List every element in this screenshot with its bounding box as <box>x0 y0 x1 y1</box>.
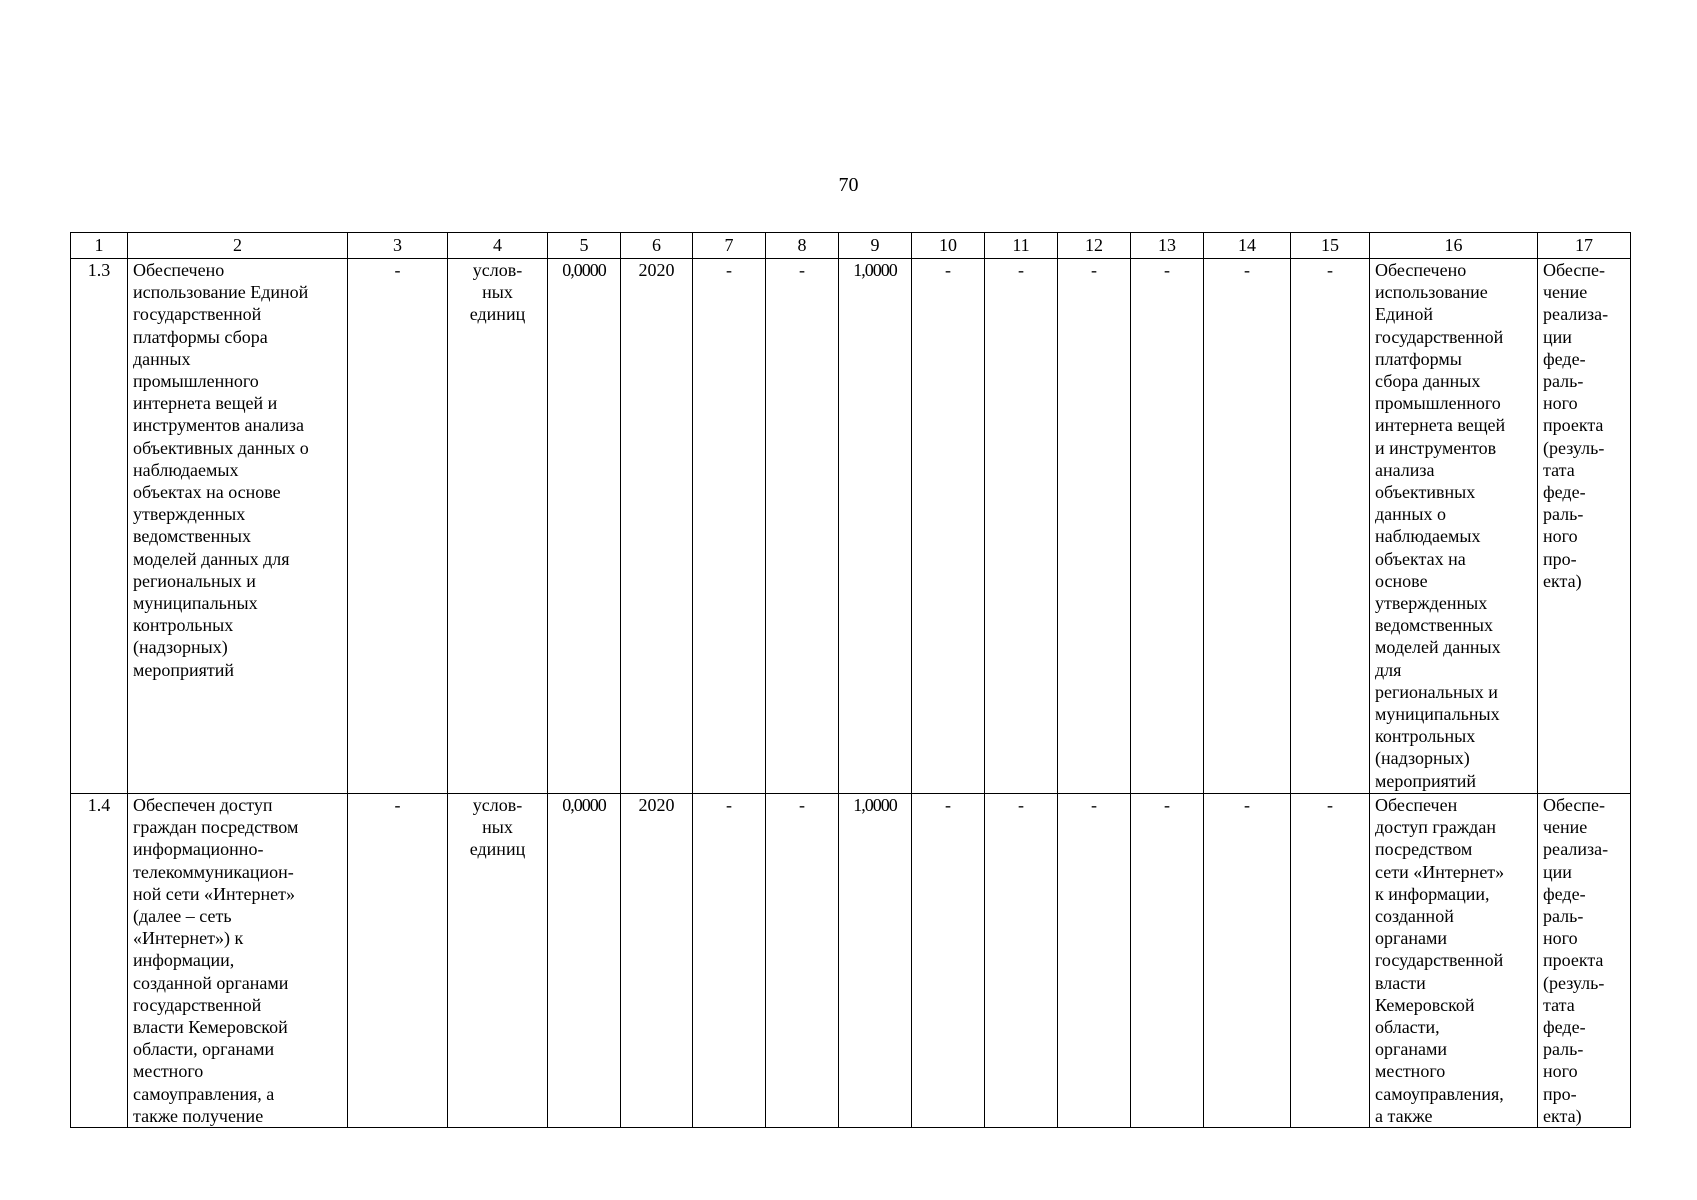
header-cell: 10 <box>912 233 985 259</box>
header-cell: 9 <box>839 233 912 259</box>
cell-col10: - <box>912 259 985 794</box>
cell-col11: - <box>985 794 1058 1128</box>
cell-col14: - <box>1204 259 1291 794</box>
header-cell: 14 <box>1204 233 1291 259</box>
header-cell: 4 <box>448 233 548 259</box>
cell-unit: услов- ных единиц <box>448 794 548 1128</box>
header-cell: 16 <box>1370 233 1538 259</box>
cell-col13: - <box>1131 794 1204 1128</box>
cell-col7: - <box>693 794 766 1128</box>
cell-col15: - <box>1291 259 1370 794</box>
cell-result: Обеспечено использование Единой государственной платформы сбора данных промышленного интернета вещей и инструментов анализа объективных данных о наблюдаемых объектах на основe утвержденных ведомственных моделей данных для региональных и муниципальных контрольных (надзорных) мероприятий <box>1370 259 1538 794</box>
cell-unit: услов- ных единиц <box>448 259 548 794</box>
header-cell: 15 <box>1291 233 1370 259</box>
cell-note: Обеспе- чение реализа- ции феде- раль- ного проекта (резуль- тата феде- раль- ного про- екта) <box>1538 259 1631 794</box>
header-cell: 11 <box>985 233 1058 259</box>
cell-base-year: 2020 <box>621 259 693 794</box>
cell-col13: - <box>1131 259 1204 794</box>
cell-col3: - <box>348 794 448 1128</box>
cell-col12: - <box>1058 259 1131 794</box>
header-cell: 3 <box>348 233 448 259</box>
table-row <box>71 259 1631 794</box>
cell-col7: - <box>693 259 766 794</box>
header-row <box>71 233 1631 259</box>
header-cell: 2 <box>128 233 348 259</box>
cell-base-value: 0,0000 <box>548 794 621 1128</box>
cell-col9: 1,0000 <box>839 259 912 794</box>
cell-col3: - <box>348 259 448 794</box>
data-table <box>70 232 1631 1128</box>
page-number: 70 <box>838 174 859 196</box>
cell-result: Обеспечен доступ граждан посредством сети «Интернет» к информации, созданной органами государственной власти Кемеровской области, органами местного самоуправления, а также <box>1370 794 1538 1128</box>
table-row <box>71 794 1631 1128</box>
cell-col14: - <box>1204 794 1291 1128</box>
cell-col15: - <box>1291 794 1370 1128</box>
row-description: Обеспечено использование Единой государственной платформы сбора данных промышленного интернета вещей и инструментов анализа объективных данных о наблюдаемых объектах на основе утвержденных ведомственных моделей данных для региональных и муниципальных контрольных (надзорных) мероприятий <box>128 259 348 794</box>
header-cell: 5 <box>548 233 621 259</box>
header-cell: 12 <box>1058 233 1131 259</box>
cell-base-value: 0,0000 <box>548 259 621 794</box>
cell-col11: - <box>985 259 1058 794</box>
cell-col8: - <box>766 794 839 1128</box>
header-cell: 6 <box>621 233 693 259</box>
cell-col8: - <box>766 259 839 794</box>
cell-base-year: 2020 <box>621 794 693 1128</box>
cell-col9: 1,0000 <box>839 794 912 1128</box>
cell-col10: - <box>912 794 985 1128</box>
header-cell: 1 <box>71 233 128 259</box>
row-index: 1.4 <box>71 794 128 1128</box>
row-index: 1.3 <box>71 259 128 794</box>
row-description: Обеспечен доступ граждан посредством информационно- телекоммуникацион- ной сети «Интернет» (далее – сеть «Интернет») к информации, созданной органами государственной власти Кемеровской области, органами местного самоуправления, а также получение <box>128 794 348 1128</box>
header-cell: 17 <box>1538 233 1631 259</box>
cell-note: Обеспе- чение реализа- ции феде- раль- ного проекта (резуль- тата феде- раль- ного про- екта) <box>1538 794 1631 1128</box>
header-cell: 7 <box>693 233 766 259</box>
header-cell: 13 <box>1131 233 1204 259</box>
header-cell: 8 <box>766 233 839 259</box>
cell-col12: - <box>1058 794 1131 1128</box>
